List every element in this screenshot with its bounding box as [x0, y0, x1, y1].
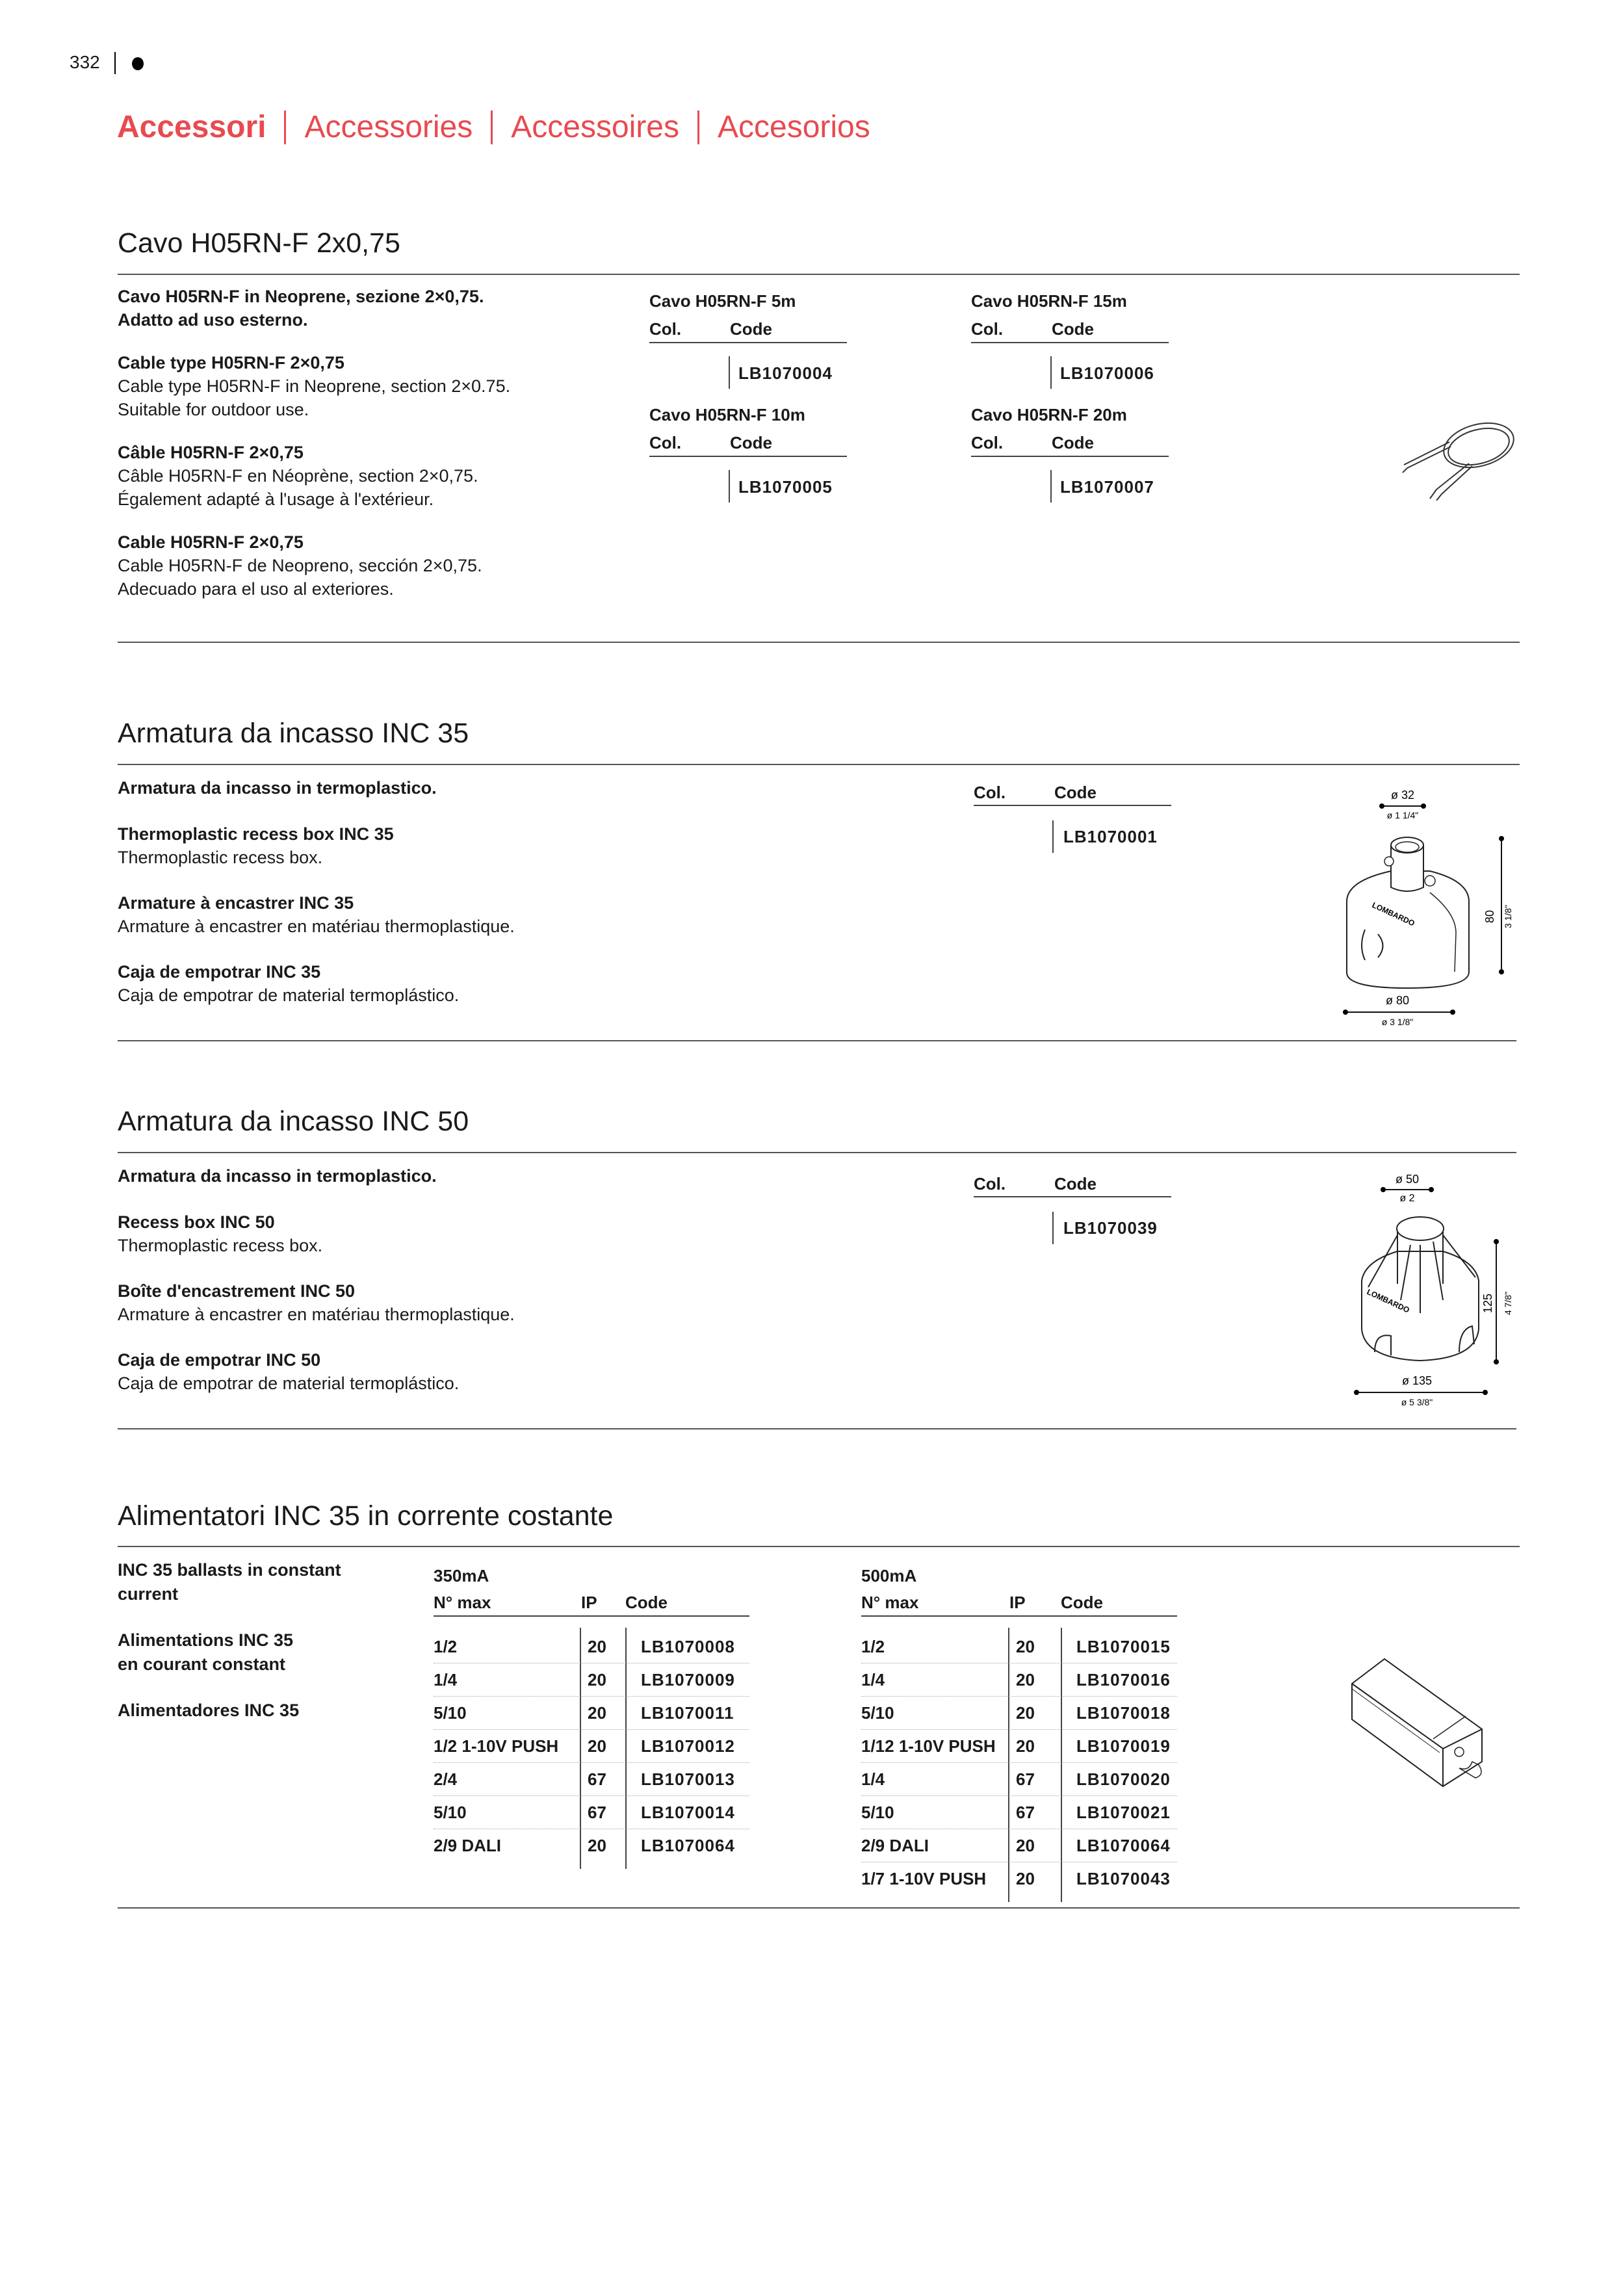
section-rule [118, 1546, 1520, 1547]
table-rule [434, 1615, 749, 1617]
table-rule [971, 456, 1169, 457]
table-rule [861, 1615, 1177, 1617]
header-nmax: N° max [434, 1593, 491, 1612]
cell-code: LB1070015 [1076, 1637, 1171, 1656]
desc-line: Armature à encastrer en matériau thermoplastique. [118, 1305, 515, 1324]
driver-drawing [1349, 1658, 1518, 1788]
cell-code: LB1070021 [1076, 1803, 1171, 1822]
headline-english: Accessories [304, 110, 473, 144]
cell-code: LB1070011 [641, 1703, 734, 1723]
desc-heading: Armatura da incasso in termoplastico. [118, 778, 437, 798]
desc-line: Adecuado para el uso al exteriores. [118, 579, 394, 599]
desc-heading: Armatura da incasso in termoplastico. [118, 1166, 437, 1186]
cell-ip: 20 [588, 1736, 606, 1756]
dim-height-mm: 80 [1483, 909, 1496, 924]
dim-top-mm: ø 32 [1390, 789, 1415, 802]
section-title-inc35: Armatura da incasso INC 35 [118, 718, 469, 749]
cell-ip: 20 [1016, 1736, 1035, 1756]
cell-code: LB1070008 [641, 1637, 735, 1656]
inc50-drawing [1326, 1170, 1521, 1411]
dim-height-in: 3 1/8" [1503, 904, 1513, 929]
cell-nmax: 1/4 [861, 1769, 885, 1789]
cell-nmax: 1/4 [434, 1670, 458, 1689]
desc-heading: Cavo H05RN-F in Neoprene, sezione 2×0,75. [118, 287, 484, 306]
row-separator [861, 1795, 1177, 1796]
cell-ip: 20 [1016, 1836, 1035, 1855]
desc-line: Thermoplastic recess box. [118, 1236, 323, 1255]
table-divider [729, 470, 730, 502]
cell-ip: 67 [588, 1803, 606, 1822]
table-rule [974, 805, 1171, 806]
header-code: Code [625, 1593, 668, 1612]
inc35-drawing [1326, 783, 1521, 1027]
row-separator [861, 1762, 1177, 1763]
product-code: LB1070005 [738, 477, 833, 497]
current-title: 500mA [861, 1566, 917, 1585]
section-rule [118, 642, 1520, 643]
dim-height-in: 4 7/8" [1503, 1291, 1513, 1316]
desc-line: Armature à encastrer en matériau thermoplastique. [118, 917, 515, 936]
header-nmax: N° max [861, 1593, 919, 1612]
desc-heading: Boîte d'encastrement INC 50 [118, 1281, 356, 1301]
dim-top-in: ø 2 [1399, 1193, 1415, 1204]
brand-mark: LOMBARDO [1370, 900, 1416, 928]
code-header: Code [1052, 433, 1094, 452]
section-rule [118, 764, 1520, 765]
row-separator [434, 1795, 749, 1796]
header-ip: IP [1009, 1593, 1026, 1612]
cell-ip: 20 [1016, 1869, 1035, 1888]
cell-nmax: 1/12 1-10V PUSH [861, 1736, 996, 1756]
cell-ip: 20 [1016, 1670, 1035, 1689]
product-code: LB1070004 [738, 363, 833, 383]
cell-nmax: 2/9 DALI [434, 1836, 502, 1855]
cable-table-title: Cavo H05RN-F 20m [971, 405, 1127, 424]
cell-nmax: 2/9 DALI [861, 1836, 929, 1855]
code-header: Code [1054, 783, 1097, 802]
table-rule [649, 456, 847, 457]
product-code: LB1070006 [1060, 363, 1154, 383]
table-rule [974, 1196, 1171, 1197]
cell-code: LB1070064 [1076, 1836, 1171, 1855]
cell-code: LB1070013 [641, 1769, 735, 1789]
headline-italian: Accessori [117, 110, 266, 144]
table-rule [971, 342, 1169, 343]
desc-heading: Armature à encastrer INC 35 [118, 893, 354, 913]
cell-code: LB1070018 [1076, 1703, 1171, 1723]
headline-french: Accessoires [511, 110, 679, 144]
col-header: Col. [971, 319, 1004, 339]
section-title-cable: Cavo H05RN-F 2x0,75 [118, 228, 400, 259]
cell-nmax: 2/4 [434, 1769, 458, 1789]
cable-table-title: Cavo H05RN-F 5m [649, 291, 796, 311]
row-separator [434, 1762, 749, 1763]
desc-line: Cable type H05RN-F in Neoprene, section 2×0.75. [118, 376, 511, 396]
dim-top-in: ø 1 1/4" [1386, 810, 1419, 820]
cell-nmax: 5/10 [861, 1803, 894, 1822]
cell-nmax: 1/2 [861, 1637, 885, 1656]
page-number-divider [114, 52, 116, 74]
desc-heading: Cable H05RN-F 2×0,75 [118, 532, 304, 552]
row-separator [434, 1696, 749, 1697]
desc-line: Thermoplastic recess box. [118, 848, 323, 867]
product-code: LB1070001 [1063, 827, 1158, 846]
dim-base-in: ø 3 1/8" [1381, 1017, 1414, 1027]
cell-code: LB1070014 [641, 1803, 735, 1822]
desc-heading: Thermoplastic recess box INC 35 [118, 824, 394, 844]
page-headline [117, 109, 870, 145]
inc35-description [118, 776, 515, 1029]
desc-heading: Câble H05RN-F 2×0,75 [118, 443, 304, 462]
cell-nmax: 5/10 [434, 1803, 467, 1822]
section-rule [118, 1428, 1516, 1429]
cell-nmax: 1/2 [434, 1637, 458, 1656]
cell-code: LB1070020 [1076, 1769, 1171, 1789]
cell-ip: 67 [588, 1769, 606, 1789]
cell-code: LB1070016 [1076, 1670, 1171, 1689]
col-header: Col. [649, 433, 682, 452]
table-rule [649, 342, 847, 343]
code-header: Code [1052, 319, 1094, 339]
cell-code: LB1070019 [1076, 1736, 1171, 1756]
section-title-inc50: Armatura da incasso INC 50 [118, 1106, 469, 1137]
desc-line: Câble H05RN-F en Néoprène, section 2×0,75. [118, 466, 478, 486]
bullet-icon [132, 57, 144, 70]
row-separator [434, 1729, 749, 1730]
desc-line: current [118, 1584, 179, 1604]
section-rule [118, 1152, 1516, 1153]
desc-line: INC 35 ballasts in constant [118, 1560, 341, 1580]
cell-nmax: 5/10 [861, 1703, 894, 1723]
table-divider [1050, 356, 1052, 389]
section-rule [118, 1040, 1516, 1041]
row-separator [861, 1696, 1177, 1697]
row-separator [861, 1729, 1177, 1730]
code-header: Code [730, 433, 772, 452]
header-code: Code [1061, 1593, 1103, 1612]
table-divider [1052, 820, 1054, 853]
cell-code: LB1070064 [641, 1836, 735, 1855]
drivers-description [118, 1558, 341, 1745]
cell-code: LB1070043 [1076, 1869, 1171, 1888]
cell-nmax: 1/2 1-10V PUSH [434, 1736, 559, 1756]
cable-table-title: Cavo H05RN-F 15m [971, 291, 1127, 311]
desc-line: Suitable for outdoor use. [118, 400, 309, 419]
product-code: LB1070007 [1060, 477, 1154, 497]
cell-ip: 20 [588, 1637, 606, 1656]
cell-code: LB1070012 [641, 1736, 735, 1756]
code-header: Code [730, 319, 772, 339]
cell-ip: 20 [588, 1670, 606, 1689]
cell-ip: 67 [1016, 1769, 1035, 1789]
headline-spanish: Accesorios [717, 110, 870, 144]
desc-line: Alimentations INC 35 [118, 1630, 294, 1650]
current-title: 350mA [434, 1566, 489, 1585]
page-number: 332 [70, 52, 100, 72]
cell-nmax: 1/4 [861, 1670, 885, 1689]
product-code: LB1070039 [1063, 1218, 1158, 1238]
desc-line: en courant constant [118, 1654, 286, 1674]
col-header: Col. [971, 433, 1004, 452]
table-divider [1052, 1212, 1054, 1244]
dim-top-mm: ø 50 [1395, 1173, 1420, 1186]
cable-drawing [1397, 413, 1521, 501]
col-header: Col. [974, 1174, 1006, 1194]
dim-height-mm: 125 [1481, 1293, 1494, 1314]
desc-line: Alimentadores INC 35 [118, 1701, 300, 1720]
table-divider [580, 1628, 581, 1869]
cell-ip: 20 [1016, 1637, 1035, 1656]
desc-line: Caja de empotrar de material termoplástico. [118, 985, 460, 1005]
dim-base-mm: ø 135 [1401, 1374, 1433, 1387]
headline-divider [697, 111, 699, 144]
table-divider [1050, 470, 1052, 502]
col-header: Col. [649, 319, 682, 339]
cell-ip: 20 [1016, 1703, 1035, 1723]
header-ip: IP [581, 1593, 597, 1612]
table-divider [729, 356, 730, 389]
table-divider [1061, 1628, 1062, 1902]
table-divider [625, 1628, 627, 1869]
desc-heading: Adatto ad uso esterno. [118, 310, 308, 330]
cell-ip: 20 [588, 1836, 606, 1855]
cell-ip: 20 [588, 1703, 606, 1723]
cell-ip: 67 [1016, 1803, 1035, 1822]
table-divider [1008, 1628, 1009, 1902]
col-header: Col. [974, 783, 1006, 802]
dim-base-in: ø 5 3/8" [1401, 1397, 1433, 1407]
desc-heading: Caja de empotrar INC 35 [118, 962, 321, 982]
section-rule [118, 1907, 1520, 1909]
cell-nmax: 1/7 1-10V PUSH [861, 1869, 987, 1888]
section-title-drivers: Alimentatori INC 35 in corrente costante [118, 1500, 614, 1532]
dim-base-mm: ø 80 [1385, 994, 1410, 1007]
desc-line: Caja de empotrar de material termoplástico. [118, 1374, 460, 1393]
inc50-description [118, 1164, 515, 1417]
cell-nmax: 5/10 [434, 1703, 467, 1723]
code-header: Code [1054, 1174, 1097, 1194]
desc-heading: Recess box INC 50 [118, 1212, 275, 1232]
desc-line: Également adapté à l'usage à l'extérieur. [118, 489, 434, 509]
headline-divider [284, 111, 286, 144]
section-rule [118, 274, 1520, 275]
desc-heading: Cable type H05RN-F 2×0,75 [118, 353, 344, 372]
cable-description [118, 285, 510, 623]
desc-heading: Caja de empotrar INC 50 [118, 1350, 321, 1370]
cable-table-title: Cavo H05RN-F 10m [649, 405, 805, 424]
desc-line: Cable H05RN-F de Neopreno, sección 2×0,75. [118, 556, 482, 575]
cell-code: LB1070009 [641, 1670, 735, 1689]
headline-divider [491, 111, 493, 144]
brand-mark: LOMBARDO [1365, 1287, 1411, 1315]
